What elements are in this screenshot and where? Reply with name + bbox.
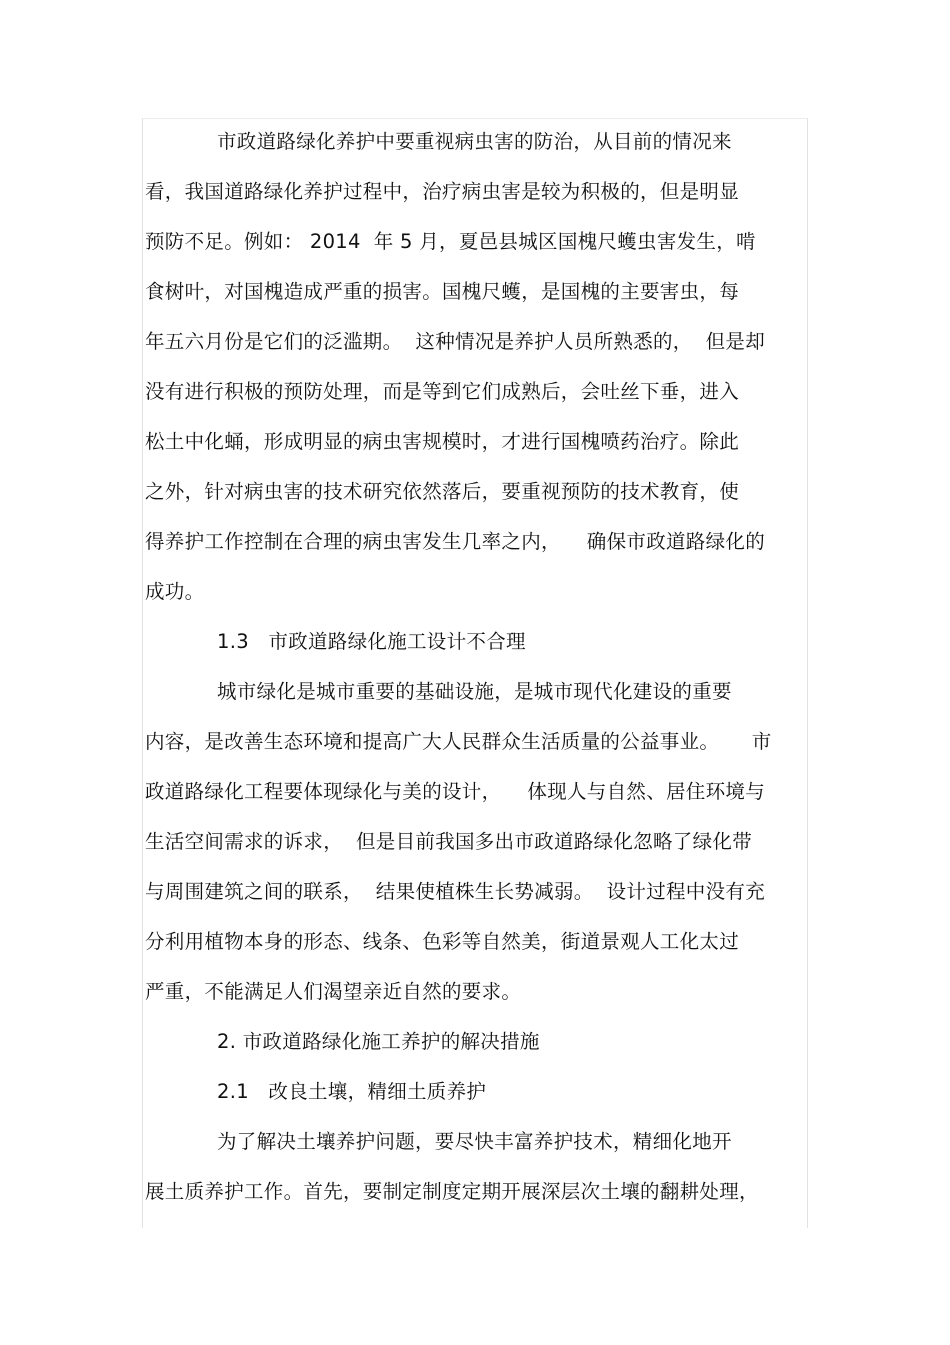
paragraph-line: 成功。 <box>145 580 205 603</box>
paragraph-line: 与周围建筑之间的联系， 结果使植株生长势减弱。 设计过程中没有充 <box>145 880 765 903</box>
paragraph-line: 松土中化蛹，形成明显的病虫害规模时，才进行国槐喷药治疗。除此 <box>145 430 740 453</box>
paragraph-line: 为了解决土壤养护问题，要尽快丰富养护技术，精细化地开 <box>217 1130 732 1153</box>
paragraph-line: 市政道路绿化养护中要重视病虫害的防治，从目前的情况来 <box>217 130 732 153</box>
paragraph-line: 城市绿化是城市重要的基础设施，是城市现代化建设的重要 <box>217 680 732 703</box>
paragraph-line: 内容，是改善生态环境和提高广大人民群众生活质量的公益事业。 市 <box>145 730 772 753</box>
section-heading: 2. 市政道路绿化施工养护的解决措施 <box>217 1030 540 1053</box>
paragraph-line: 看，我国道路绿化养护过程中，治疗病虫害是较为积极的，但是明显 <box>145 180 740 203</box>
paragraph-line: 没有进行积极的预防处理，而是等到它们成熟后，会吐丝下垂，进入 <box>145 380 740 403</box>
paragraph-line: 年五六月份是它们的泛滥期。 这种情况是养护人员所熟悉的， 但是却 <box>145 330 765 353</box>
paragraph-line: 严重，不能满足人们渴望亲近自然的要求。 <box>145 980 522 1003</box>
subsection-heading: 2.1 改良土壤，精细土质养护 <box>217 1080 487 1103</box>
paragraph-line: 政道路绿化工程要体现绿化与美的设计， 体现人与自然、居住环境与 <box>145 780 765 803</box>
paragraph-line: 展土质养护工作。首先，要制定制度定期开展深层次土壤的翻耕处理， <box>145 1180 759 1203</box>
section-heading: 1.3 市政道路绿化施工设计不合理 <box>217 630 526 653</box>
paragraph-line: 分利用植物本身的形态、线条、色彩等自然美，街道景观人工化太过 <box>145 930 740 953</box>
paragraph-line: 得养护工作控制在合理的病虫害发生几率之内， 确保市政道路绿化的 <box>145 530 765 553</box>
paragraph-line: 生活空间需求的诉求， 但是目前我国多出市政道路绿化忽略了绿化带 <box>145 830 752 853</box>
paragraph-line: 之外，针对病虫害的技术研究依然落后，要重视预防的技术教育，使 <box>145 480 740 503</box>
paragraph-line: 预防不足。例如： 2014 年 5 月，夏邑县城区国槐尺蠖虫害发生，啃 <box>145 230 756 253</box>
paragraph-line: 食树叶，对国槐造成严重的损害。国槐尺蠖，是国槐的主要害虫，每 <box>145 280 740 303</box>
